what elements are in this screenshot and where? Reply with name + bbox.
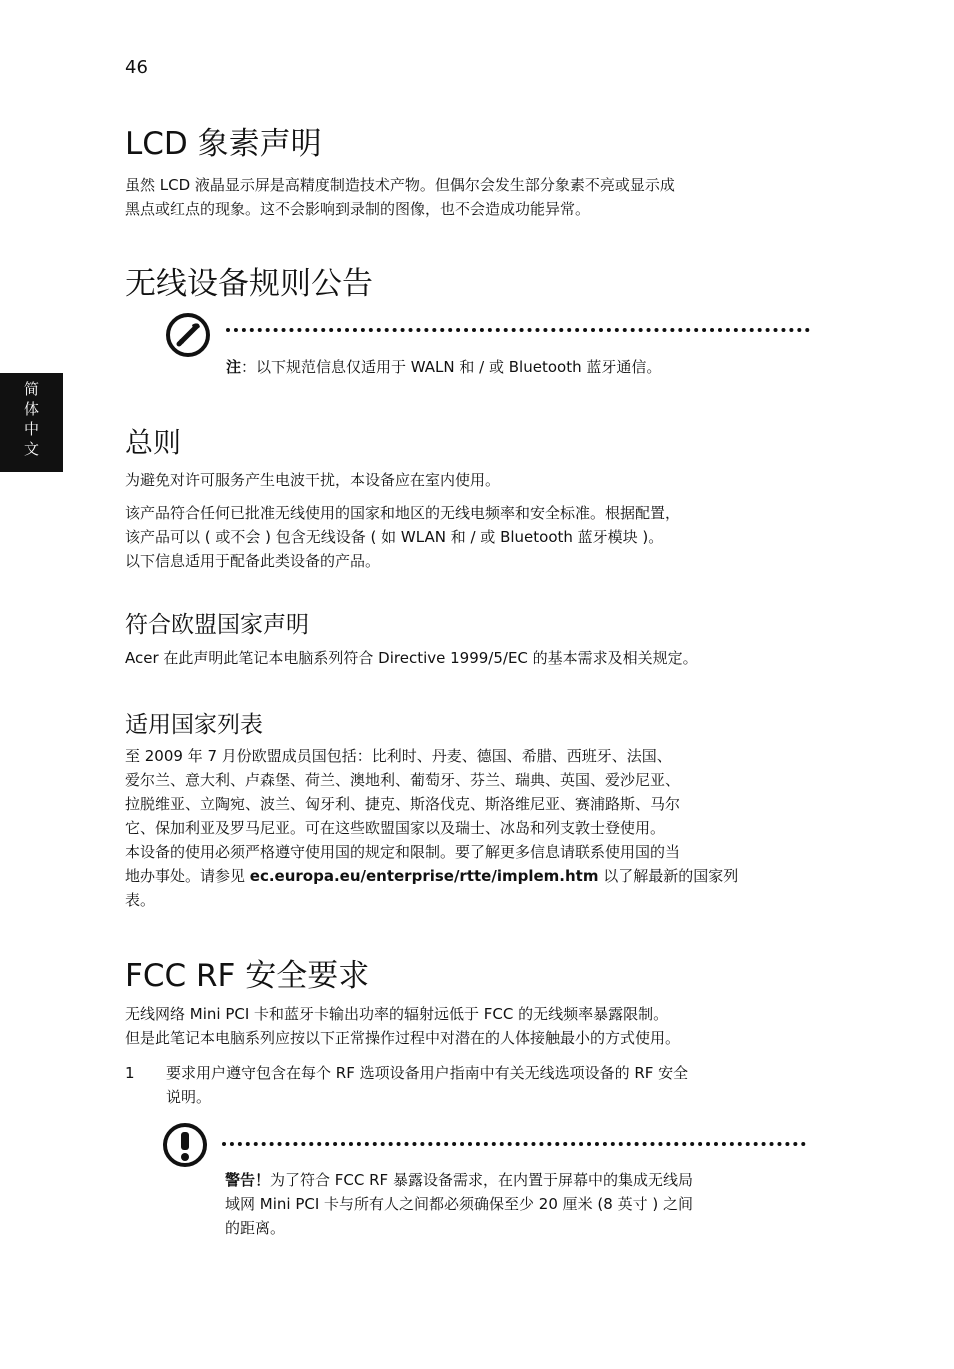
- text-line: 无线网络 Mini PCI 卡和蓝牙卡输出功率的辐射远低于 FCC 的无线频率暴露限制。: [125, 1005, 669, 1023]
- text-line: 表。: [125, 891, 156, 909]
- text-line: 的距离。: [225, 1219, 286, 1237]
- language-tab-char: 体: [23, 400, 39, 418]
- warning-text: [225, 1168, 693, 1240]
- wireless-heading: 无线设备规则公告: [125, 266, 373, 302]
- text-line: 黑点或红点的现象。这不会影响到录制的图像，也不会造成功能异常。: [125, 200, 591, 218]
- note-dotted-divider: [226, 328, 810, 332]
- text-line: 但是此笔记本电脑系列应按以下正常操作过程中对潜在的人体接触最小的方式使用。: [125, 1029, 681, 1047]
- text-line: 虽然 LCD 液晶显示屏是高精度制造技术产物。但偶尔会发生部分象素不亮或显示成: [125, 176, 675, 194]
- warning-icon: [161, 1121, 209, 1169]
- text-line: 该产品可以 ( 或不会 ) 包含无线设备 ( 如 WLAN 和 / 或 Bluetooth 蓝牙模块 )。: [125, 528, 664, 546]
- language-tab-char: 文: [23, 440, 39, 458]
- list-item-number: 1: [125, 1064, 135, 1082]
- text-line: [125, 864, 738, 888]
- note-label: 注: [226, 358, 242, 376]
- text-line: 要求用户遵守包含在每个 RF 选项设备用户指南中有关无线选项设备的 RF 安全: [166, 1064, 689, 1082]
- text-line: 爱尔兰、意大利、卢森堡、荷兰、澳地利、葡萄牙、芬兰、瑞典、英国、爱沙尼亚、: [125, 771, 681, 789]
- lcd-paragraph: [125, 173, 675, 221]
- note-body: ：以下规范信息仅适用于 WALN 和 / 或 Bluetooth 蓝牙通信。: [241, 358, 662, 376]
- text-line: 拉脱维亚、立陶宛、波兰、匈牙利、捷克、斯洛伐克、斯洛维尼亚、赛浦路斯、马尔: [125, 795, 681, 813]
- text-line: 以下信息适用于配备此类设备的产品。: [125, 552, 381, 570]
- eu-declaration-heading: 符合欧盟国家声明: [125, 612, 309, 638]
- general-heading: 总则: [125, 426, 182, 459]
- text-fragment: 为了符合 FCC RF 暴露设备需求，在内置于屏幕中的集成无线局: [270, 1171, 693, 1189]
- language-tab: [0, 373, 63, 472]
- text-line: 本设备的使用必须严格遵守使用国的规定和限制。要了解更多信息请联系使用国的当: [125, 843, 681, 861]
- general-paragraph-2: [125, 501, 680, 573]
- text-line: 它、保加利亚及罗马尼亚。可在这些欧盟国家以及瑞士、冰岛和列支敦士登使用。: [125, 819, 666, 837]
- countries-heading: 适用国家列表: [125, 712, 263, 738]
- europa-link[interactable]: ec.europa.eu/enterprise/rtte/implem.htm: [249, 867, 599, 885]
- warning-label: 警告！: [225, 1171, 271, 1189]
- language-tab-char: 简: [23, 380, 39, 398]
- countries-paragraph: [125, 744, 738, 912]
- text-fragment: 以了解最新的国家列: [598, 867, 739, 885]
- note-text: [226, 355, 661, 379]
- eu-declaration-text: Acer 在此声明此笔记本电脑系列符合 Directive 1999/5/EC 的基本需求及相关规定。: [125, 649, 698, 667]
- lcd-heading: LCD 象素声明: [125, 126, 322, 162]
- fcc-paragraph: [125, 1002, 680, 1050]
- warning-dotted-divider: [222, 1142, 806, 1146]
- fcc-heading: FCC RF 安全要求: [125, 958, 370, 994]
- language-tab-char: 中: [23, 420, 39, 438]
- text-fragment: 地办事处。请参见: [125, 867, 250, 885]
- text-line: 域网 Mini PCI 卡与所有人之间都必须确保至少 20 厘米 (8 英寸 ) 之间: [225, 1195, 693, 1213]
- text-line: 至 2009 年 7 月份欧盟成员国包括：比利时、丹麦、德国、希腊、西班牙、法国、: [125, 747, 672, 765]
- text-line: [225, 1168, 693, 1192]
- list-item-text: [166, 1061, 688, 1109]
- note-pen-icon: [164, 311, 212, 359]
- general-paragraph-1: 为避免对许可服务产生电波干扰，本设备应在室内使用。: [125, 471, 501, 489]
- page-number: 46: [125, 57, 148, 78]
- text-line: 该产品符合任何已批准无线使用的国家和地区的无线电频率和安全标准。根据配置，: [125, 504, 681, 522]
- text-line: 说明。: [166, 1088, 212, 1106]
